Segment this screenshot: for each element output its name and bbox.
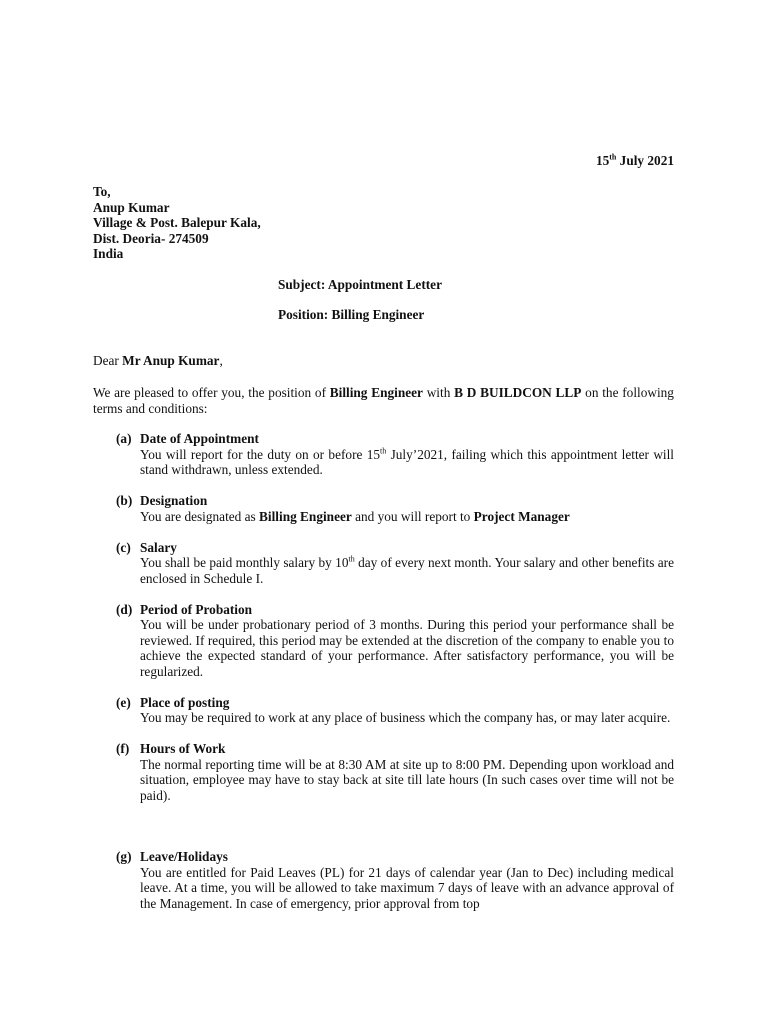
term-marker: (a) xyxy=(116,431,132,446)
recipient-address xyxy=(93,184,261,262)
term-title: Designation xyxy=(140,493,208,508)
address-line: India xyxy=(93,246,124,261)
term-marker: (f) xyxy=(116,741,130,756)
term-marker: (e) xyxy=(116,694,131,710)
term-title: Place of posting xyxy=(140,694,230,710)
term-body: You may be required to work at any place of business which the company has, or may later acquire. xyxy=(140,710,671,725)
term-period-of-probation xyxy=(93,602,674,680)
term-title: Leave/Holidays xyxy=(140,849,228,864)
term-body: You will report for the duty on or before 15th July’2021, failing which this appointment letter will stand withdrawn, unless extended. xyxy=(140,446,675,477)
terms-list xyxy=(93,431,674,911)
term-designation xyxy=(93,493,674,524)
term-title: Date of Appointment xyxy=(140,431,259,446)
term-title: Hours of Work xyxy=(140,741,226,756)
term-marker: (c) xyxy=(116,539,131,555)
term-marker: (g) xyxy=(116,849,132,864)
term-body: You are entitled for Paid Leaves (PL) for 21 days of calendar year (Jan to Dec) including medical leave. At a time, you will be allowed to take maximum 7 days of leave with an advance approval of the Management. In case of emergency, prior approval from top xyxy=(140,864,674,911)
term-title: Period of Probation xyxy=(140,601,253,617)
term-leave-holidays xyxy=(93,849,674,911)
term-marker: (d) xyxy=(116,601,133,617)
term-body: You shall be paid monthly salary by 10th day of every next month. Your salary and other benefits are enclosed in Schedule I. xyxy=(140,554,674,586)
term-hours-of-work xyxy=(93,741,674,803)
term-body: You will be under probationary period of 3 months. During this period your performance shall be reviewed. If required, this period may be extended at the discretion of the company to enable you to achieve the expected standard of your performance. After satisfactory performance, you will be regularized. xyxy=(140,617,674,679)
address-line: Village & Post. Balepur Kala, xyxy=(93,215,261,230)
letter-date: 15th July 2021 xyxy=(595,152,674,168)
recipient-name: Mr Anup Kumar xyxy=(122,353,220,368)
intro-paragraph: We are pleased to offer you, the position of Billing Engineer with B D BUILDCON LLP on the following terms and conditions: xyxy=(93,385,674,416)
position-line: Position: Billing Engineer xyxy=(278,307,425,322)
term-date-of-appointment xyxy=(93,431,674,478)
subject-line: Subject: Appointment Letter xyxy=(278,277,442,292)
term-place-of-posting xyxy=(93,695,674,726)
term-body: You are designated as Billing Engineer and you will report to Project Manager xyxy=(140,508,570,524)
address-line: Anup Kumar xyxy=(93,199,170,215)
salutation: Dear Mr Anup Kumar, xyxy=(93,353,223,368)
address-line: To, xyxy=(93,184,111,199)
term-body: The normal reporting time will be at 8:30 AM at site up to 8:00 PM. Depending upon workload and situation, employee may have to stay back at site till late hours (In such cases over time will not be paid). xyxy=(140,756,674,803)
address-line: Dist. Deoria- 274509 xyxy=(93,230,209,246)
term-salary xyxy=(93,540,674,587)
term-marker: (b) xyxy=(116,493,133,508)
term-title: Salary xyxy=(140,539,177,555)
